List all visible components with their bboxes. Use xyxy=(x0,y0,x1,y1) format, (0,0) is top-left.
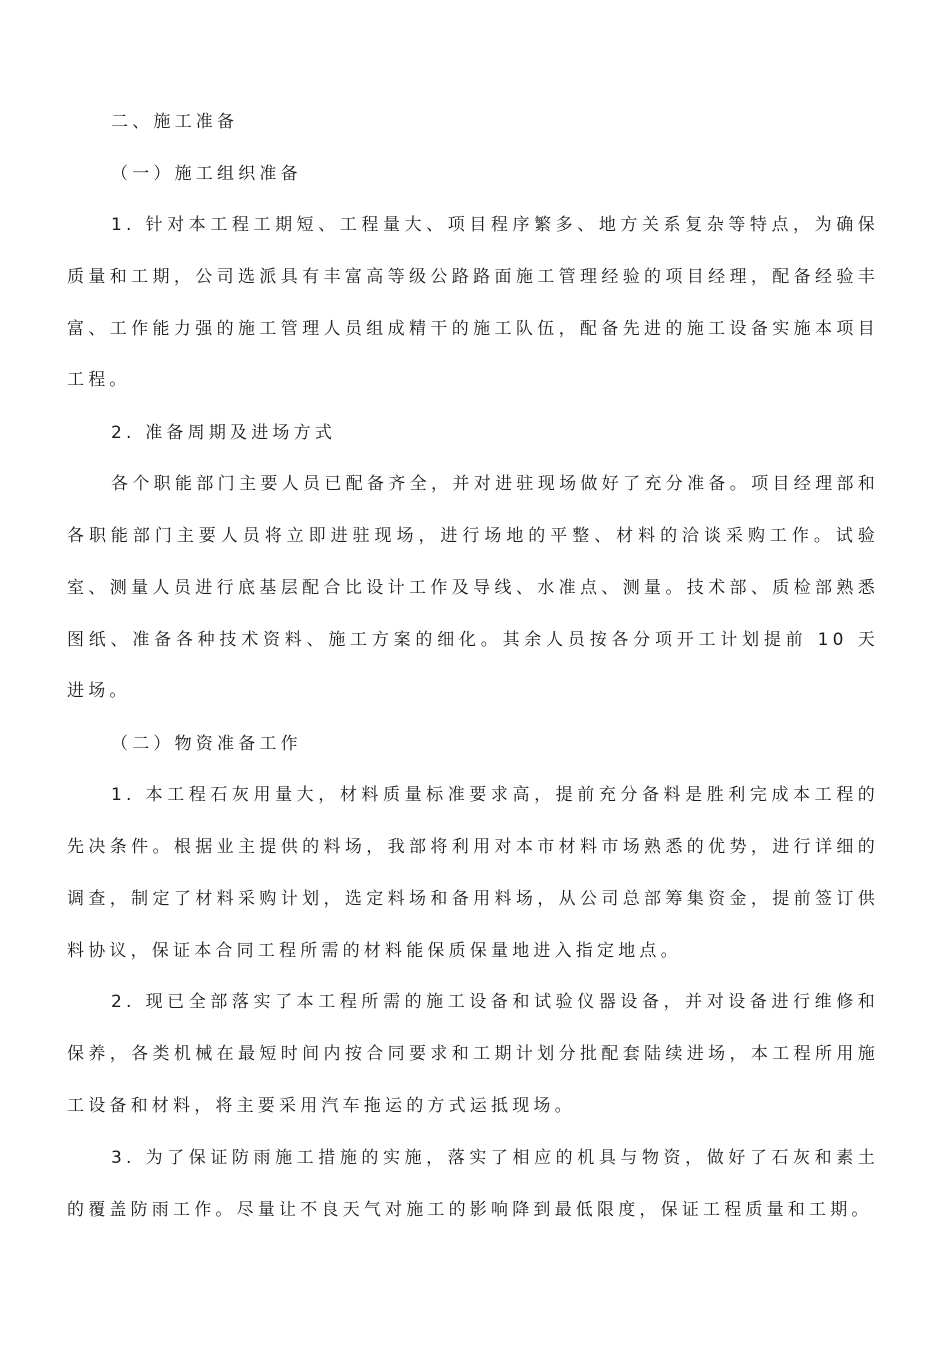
paragraph: 各个职能部门主要人员已配备齐全，并对进驻现场做好了充分准备。项目经理部和各职能部门主要人员将立即进驻现场，进行场地的平整、材料的洽谈采购工作。试验室、测量人员进行底基层配合比设计工作及导线、水准点、测量。技术部、质检部熟悉图纸、准备各种技术资料、施工方案的细化。其余人员按各分项开工计划提前 10 天进场。 xyxy=(67,474,879,702)
paragraph: 2. 现已全部落实了本工程所需的施工设备和试验仪器设备，并对设备进行维修和保养，各类机械在最短时间内按合同要求和工期计划分批配套陆续进场，本工程所用施工设备和材料，将主要采用汽车拖运的方式运抵现场。 xyxy=(67,992,879,1116)
document-body xyxy=(67,96,879,1236)
subsection-heading: （一）施工组织准备 xyxy=(111,164,302,184)
subsection-heading: （二）物资准备工作 xyxy=(111,734,302,755)
paragraph: 1. 针对本工程工期短、工程量大、项目程序繁多、地方关系复杂等特点，为确保质量和工期，公司选派具有丰富高等级公路路面施工管理经验的项目经理，配备经验丰富、工作能力强的施工管理人员组成精干的施工队伍，配备先进的施工设备实施本项目工程。 xyxy=(67,215,879,391)
item-heading: 2. 准备周期及进场方式 xyxy=(111,423,337,444)
section-heading: 二、施工准备 xyxy=(111,112,239,132)
paragraph: 3. 为了保证防雨施工措施的实施，落实了相应的机具与物资，做好了石灰和素土的覆盖防雨工作。尽量让不良天气对施工的影响降到最低限度，保证工程质量和工期。 xyxy=(67,1147,879,1220)
paragraph: 1. 本工程石灰用量大，材料质量标准要求高，提前充分备料是胜利完成本工程的先决条件。根据业主提供的料场，我部将利用对本市材料市场熟悉的优势，进行详细的调查，制定了材料采购计划，选定料场和备用料场，从公司总部筹集资金，提前签订供料协议，保证本合同工程所需的材料能保质保量地进入指定地点。 xyxy=(67,785,879,961)
